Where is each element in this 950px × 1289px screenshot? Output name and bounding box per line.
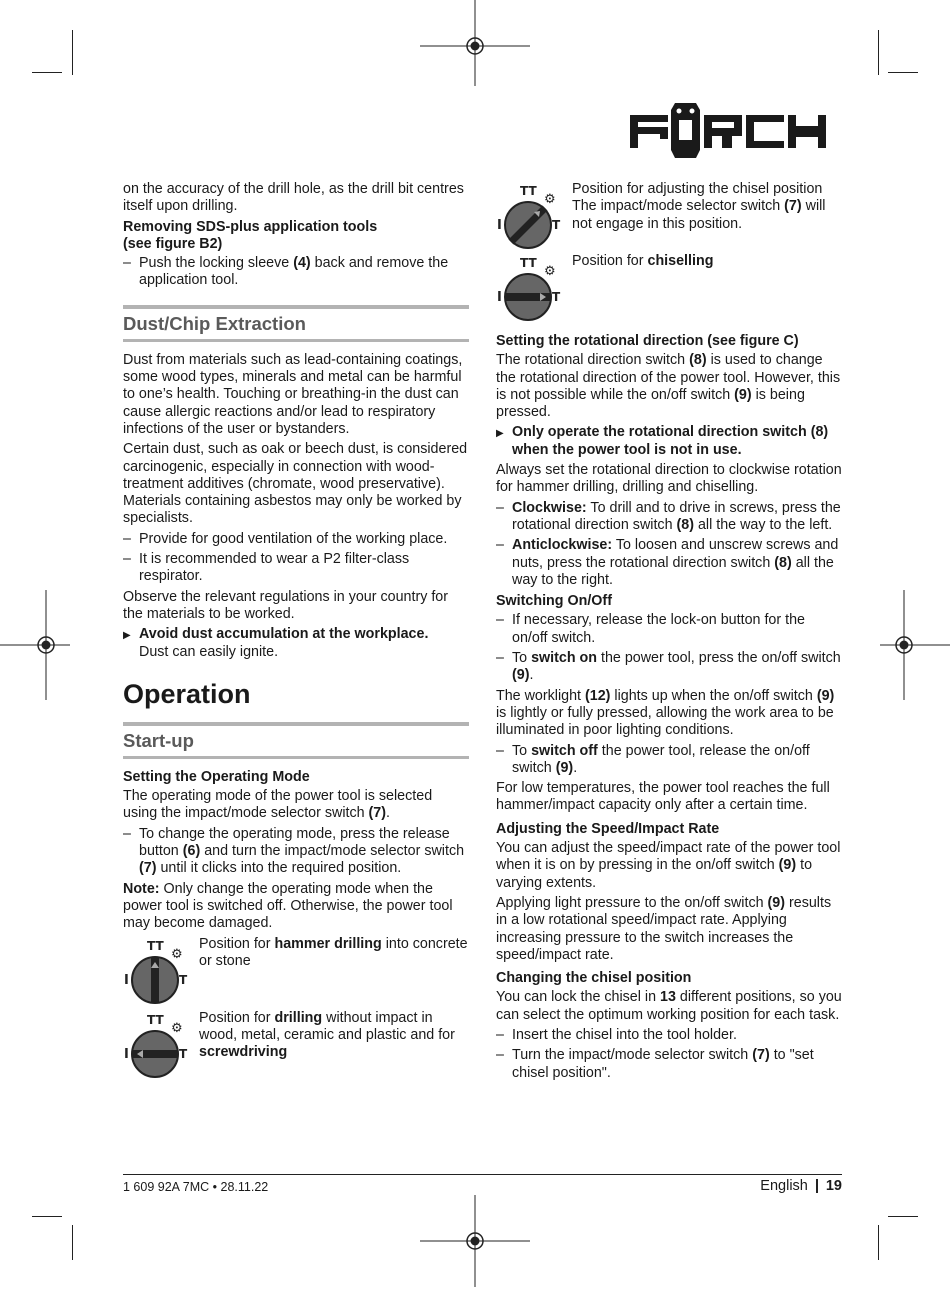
footer-doc-code: 1 609 92A 7MC • 28.11.22 bbox=[123, 1180, 269, 1194]
dust-section-header bbox=[123, 305, 469, 342]
crop-mark bbox=[32, 1216, 62, 1217]
removing-step: – Push the locking sleeve (4) back and remove the application tool. bbox=[123, 255, 469, 290]
crop-mark bbox=[72, 30, 73, 75]
speed-heading: Adjusting the Speed/Impact Rate bbox=[496, 820, 720, 837]
switching-item-off: – To switch off the power tool, release the on/off switch (9). bbox=[496, 743, 844, 778]
svg-text:I: I bbox=[497, 218, 502, 233]
crop-mark bbox=[32, 72, 62, 73]
speed-paragraph-2: Applying light pressure to the on/off switch (9) results in a low rotational speed/impact rate. Applying increasing pressure to the switch increases the speed/impact rate. bbox=[496, 894, 832, 963]
svg-text:⚙: ⚙ bbox=[544, 264, 556, 279]
startup-section-header bbox=[123, 722, 469, 759]
chiselling-selector-icon bbox=[496, 253, 566, 325]
svg-text:⚙: ⚙ bbox=[171, 946, 183, 962]
svg-text:T: T bbox=[179, 972, 188, 987]
brand-logo-text bbox=[628, 100, 632, 101]
footer-separator bbox=[816, 1179, 818, 1193]
svg-text:TT: TT bbox=[147, 938, 164, 953]
brand-logo bbox=[628, 100, 842, 160]
dust-paragraph-1: Dust from materials such as lead-containing coatings, some wood types, minerals and metal can be harmful to one’s health. Touching or breathing-in the dust can cause allergic reactions and/or lead to respiratory infections of the user or bystanders. bbox=[123, 351, 463, 437]
rotational-direction-paragraph: The rotational direction switch (8) is used to change the rotational direction of the power tool. However, this is not possible while the on/off switch (9) is being pressed. bbox=[496, 352, 841, 421]
drilling-selector-icon bbox=[123, 1010, 193, 1082]
chisel-adjust-selector-icon bbox=[496, 181, 566, 253]
crop-mark bbox=[878, 1225, 879, 1260]
note-paragraph: Note: Only change the operating mode when the power tool is switched off. Otherwise, the power tool may become damaged. bbox=[123, 880, 453, 932]
registration-mark-right bbox=[880, 590, 950, 700]
operation-title: Operation bbox=[123, 678, 251, 709]
chisel-paragraph: You can lock the chisel in 13 different positions, so you can select the optimum working position for each task. bbox=[496, 989, 842, 1023]
footer-page-number: 19 bbox=[825, 1178, 842, 1194]
svg-text:I: I bbox=[497, 290, 502, 305]
clockwise-item: – Clockwise: To drill and to drive in screws, press the rotational direction switch (8) all the way to the left. bbox=[496, 500, 844, 535]
svg-text:TT: TT bbox=[520, 256, 537, 270]
anticlockwise-item: – Anticlockwise: To loosen and unscrew screws and nuts, press the rotational direction switch (8) all the way to the right. bbox=[496, 537, 844, 589]
dust-warning: ▶ Avoid dust accumulation at the workplace. Dust can easily ignite. bbox=[123, 626, 469, 661]
switching-item-lockon: – If necessary, release the lock-on button for the on/off switch. bbox=[496, 612, 844, 647]
chisel-item-insert: – Insert the chisel into the tool holder. bbox=[496, 1027, 844, 1044]
svg-text:⚙: ⚙ bbox=[171, 1020, 183, 1036]
mode-adjust-chisel bbox=[496, 181, 844, 253]
crop-mark bbox=[888, 1216, 918, 1217]
mode-drilling bbox=[123, 1010, 469, 1082]
svg-text:⚙: ⚙ bbox=[544, 192, 556, 207]
operating-mode-paragraph: The operating mode of the power tool is selected using the impact/mode selector switch (7). bbox=[123, 788, 433, 822]
low-temperature-paragraph: For low temperatures, the power tool reaches the full hammer/impact capacity only after a certain time. bbox=[496, 780, 830, 814]
speed-paragraph-1: You can adjust the speed/impact rate of the power tool when it is on by pressing in the on/off switch (9) to varying extents. bbox=[496, 840, 841, 891]
footer-page-info bbox=[760, 1178, 842, 1194]
switching-item-on: – To switch on the power tool, press the on/off switch (9). bbox=[496, 650, 844, 685]
footer-rule bbox=[123, 1174, 842, 1175]
intro-text: on the accuracy of the drill hole, as the drill bit centres itself upon drilling. bbox=[123, 181, 464, 215]
startup-section-title: Start-up bbox=[123, 729, 194, 751]
svg-text:T: T bbox=[179, 1046, 188, 1061]
operating-mode-step: – To change the operating mode, press the release button (6) and turn the impact/mode selector switch (7) until it clicks into the required position. bbox=[123, 826, 469, 878]
dust-paragraph-3: Observe the relevant regulations in your country for the materials to be worked. bbox=[123, 588, 449, 622]
switching-heading: Switching On/Off bbox=[496, 593, 612, 610]
hammer-drilling-selector-icon bbox=[123, 936, 193, 1008]
crop-mark bbox=[72, 1225, 73, 1260]
forch-logo-icon bbox=[628, 100, 842, 160]
svg-text:TT: TT bbox=[147, 1012, 164, 1027]
crop-mark bbox=[888, 72, 918, 73]
left-column bbox=[123, 181, 469, 1082]
dust-section-title: Dust/Chip Extraction bbox=[123, 312, 306, 334]
registration-mark-left bbox=[0, 590, 70, 700]
rotational-direction-warning: ▶ Only operate the rotational direction switch (8) when the power tool is not in use. bbox=[496, 424, 844, 459]
chisel-heading: Changing the chisel position bbox=[496, 970, 692, 987]
registration-mark-top bbox=[420, 0, 530, 100]
chiselling-text: Position for chiselling bbox=[572, 253, 714, 269]
hammer-drilling-text: Position for hammer drilling into concrete or stone bbox=[199, 935, 468, 969]
dust-item-ventilation: – Provide for good ventilation of the working place. bbox=[123, 531, 469, 548]
rotational-direction-paragraph-2: Always set the rotational direction to clockwise rotation for hammer drilling, drilling and chiselling. bbox=[496, 462, 842, 496]
removing-heading: Removing SDS-plus application tools (see figure B2) bbox=[123, 218, 378, 252]
right-column bbox=[496, 181, 844, 1085]
footer-language: English bbox=[760, 1178, 808, 1194]
mode-chiselling bbox=[496, 253, 844, 325]
svg-text:I: I bbox=[124, 972, 129, 988]
crop-mark bbox=[878, 30, 879, 75]
svg-text:TT: TT bbox=[520, 184, 537, 198]
svg-text:T: T bbox=[552, 290, 561, 304]
dust-item-respirator: – It is recommended to wear a P2 filter-class respirator. bbox=[123, 551, 469, 586]
operating-mode-heading: Setting the Operating Mode bbox=[123, 768, 310, 785]
chisel-adjust-text: Position for adjusting the chisel position The impact/mode selector switch (7) will not engage in this position. bbox=[572, 181, 826, 232]
worklight-paragraph: The worklight (12) lights up when the on/off switch (9) is lightly or fully pressed, allowing the work area to be illuminated in poor lighting conditions. bbox=[496, 687, 835, 739]
dust-paragraph-2: Certain dust, such as oak or beech dust, is considered carcinogenic, especially in connection with wood-treatment additives (chromate, wood preservative). Materials containing asbestos may only be worked by specialists. bbox=[123, 441, 468, 527]
mode-hammer-drilling bbox=[123, 936, 469, 1008]
rotational-direction-heading: Setting the rotational direction (see figure C) bbox=[496, 333, 799, 349]
chisel-item-turn: – Turn the impact/mode selector switch (7) to "set chisel position". bbox=[496, 1047, 844, 1082]
svg-text:I: I bbox=[124, 1046, 129, 1062]
registration-mark-bottom bbox=[420, 1195, 530, 1289]
drilling-text: Position for drilling without impact in wood, metal, ceramic and plastic and for screwdriving bbox=[199, 1009, 455, 1061]
svg-text:T: T bbox=[552, 218, 561, 232]
